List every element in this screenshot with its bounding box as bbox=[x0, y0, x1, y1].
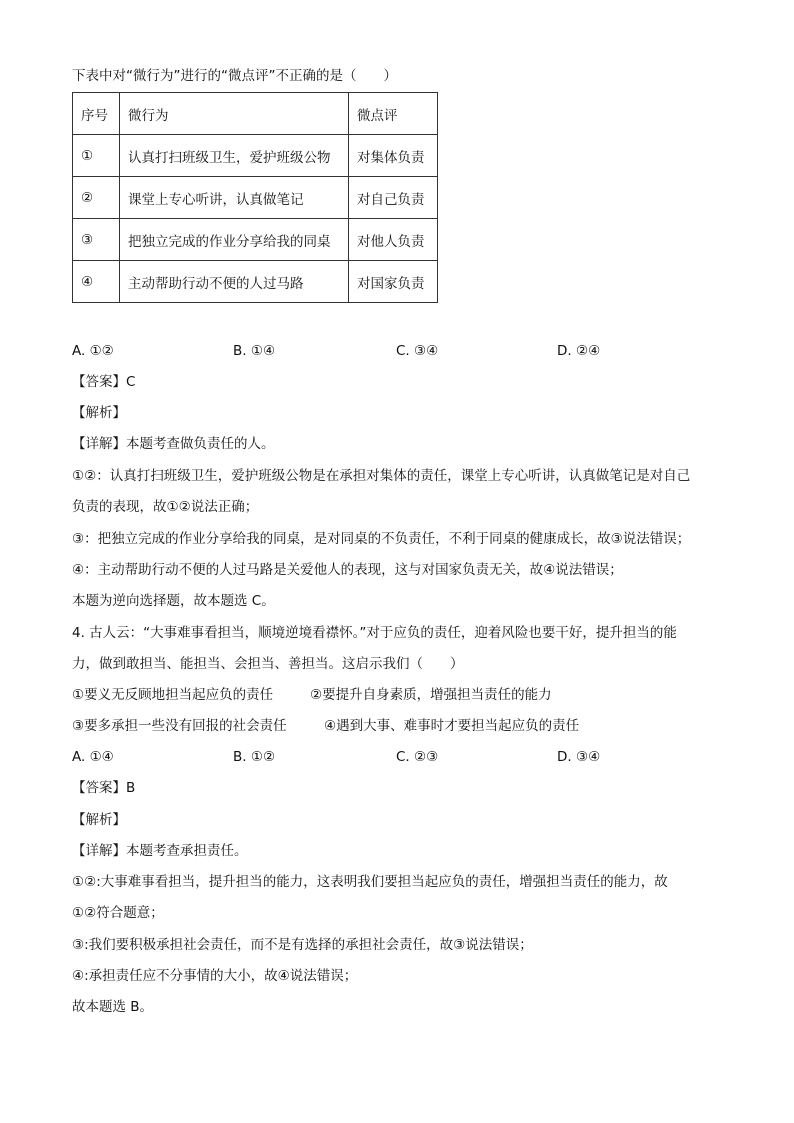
table-row bbox=[73, 261, 438, 303]
table-cell: ① bbox=[73, 135, 120, 177]
q4-explain-line: ④:承担责任应不分事情的大小，故④说法错误； bbox=[72, 968, 358, 984]
table-row bbox=[73, 219, 438, 261]
q4-choice-3: ③要多承担一些没有回报的社会责任 bbox=[72, 718, 287, 734]
q4-option-a: A. ①④ bbox=[72, 749, 114, 765]
q4-choice-1: ①要义无反顾地担当起应负的责任 bbox=[72, 687, 274, 703]
q4-analysis-label: 【解析】 bbox=[72, 812, 126, 828]
q3-detail: 【详解】本题考查做负责任的人。 bbox=[72, 436, 275, 452]
table-cell: 对自己负责 bbox=[349, 177, 438, 219]
table-cell: 认真打扫班级卫生，爱护班级公物 bbox=[120, 135, 349, 177]
q4-explain-line: ①②符合题意； bbox=[72, 905, 164, 921]
table-header-cell: 微点评 bbox=[349, 93, 438, 135]
q4-stem-line: 力，做到敢担当、能担当、会担当、善担当。这启示我们（ ） bbox=[72, 656, 464, 672]
table-header-cell: 微行为 bbox=[120, 93, 349, 135]
table-cell: 课堂上专心听讲，认真做笔记 bbox=[120, 177, 349, 219]
table-cell: 主动帮助行动不便的人过马路 bbox=[120, 261, 349, 303]
table-cell: 对他人负责 bbox=[349, 219, 438, 261]
q4-choice-2: ②要提升自身素质，增强担当责任的能力 bbox=[310, 687, 552, 703]
q4-option-d: D. ③④ bbox=[557, 749, 601, 765]
q4-option-c: C. ②③ bbox=[396, 749, 439, 765]
q4-stem-line: 4. 古人云：“大事难事看担当，顺境逆境看襟怀。”对于应负的责任，迎着风险也要干好，提升担当的能 bbox=[72, 625, 677, 641]
q4-answer: 【答案】B bbox=[72, 780, 136, 796]
q4-option-b: B. ①② bbox=[233, 749, 276, 765]
table-cell: ④ bbox=[73, 261, 120, 303]
q4-explain-line: 故本题选 B。 bbox=[72, 999, 154, 1015]
table-cell: 对国家负责 bbox=[349, 261, 438, 303]
table-cell: ② bbox=[73, 177, 120, 219]
q4-choice-4: ④遇到大事、难事时才要担当起应负的责任 bbox=[324, 718, 580, 734]
q3-explain-line: ①②：认真打扫班级卫生，爱护班级公物是在承担对集体的责任，课堂上专心听讲，认真做笔记是对自己 bbox=[72, 468, 691, 484]
table-header-cell: 序号 bbox=[73, 93, 120, 135]
table-header-row bbox=[73, 93, 438, 135]
q3-explain-line: ④：主动帮助行动不便的人过马路是关爱他人的表现，这与对国家负责无关，故④说法错误； bbox=[72, 562, 623, 578]
table-row bbox=[73, 135, 438, 177]
q3-option-a: A. ①② bbox=[72, 343, 114, 359]
q3-option-c: C. ③④ bbox=[396, 343, 439, 359]
table-cell: ③ bbox=[73, 219, 120, 261]
q3-explain-line: ③：把独立完成的作业分享给我的同桌，是对同桌的不负责任，不利于同桌的健康成长，故③说法错误； bbox=[72, 531, 691, 547]
q3-option-d: D. ②④ bbox=[557, 343, 601, 359]
q3-answer: 【答案】C bbox=[72, 374, 136, 390]
q3-explain-line: 本题为逆向选择题，故本题选 C。 bbox=[72, 593, 275, 609]
behavior-table bbox=[72, 92, 438, 303]
q3-explain-line: 负责的表现，故①②说法正确； bbox=[72, 499, 259, 515]
table-cell: 把独立完成的作业分享给我的同桌 bbox=[120, 219, 349, 261]
q3-analysis-label: 【解析】 bbox=[72, 405, 126, 421]
q3-option-b: B. ①④ bbox=[233, 343, 276, 359]
q4-explain-line: ③:我们要积极承担社会责任，而不是有选择的承担社会责任，故③说法错误； bbox=[72, 937, 533, 953]
q4-detail: 【详解】本题考查承担责任。 bbox=[72, 843, 248, 859]
q3-stem: 下表中对“微行为”进行的“微点评”不正确的是（ ） bbox=[72, 68, 397, 84]
table-row bbox=[73, 177, 438, 219]
q4-explain-line: ①②:大事难事看担当，提升担当的能力，这表明我们要担当起应负的责任，增强担当责任的能力，故 bbox=[72, 874, 668, 890]
table-cell: 对集体负责 bbox=[349, 135, 438, 177]
